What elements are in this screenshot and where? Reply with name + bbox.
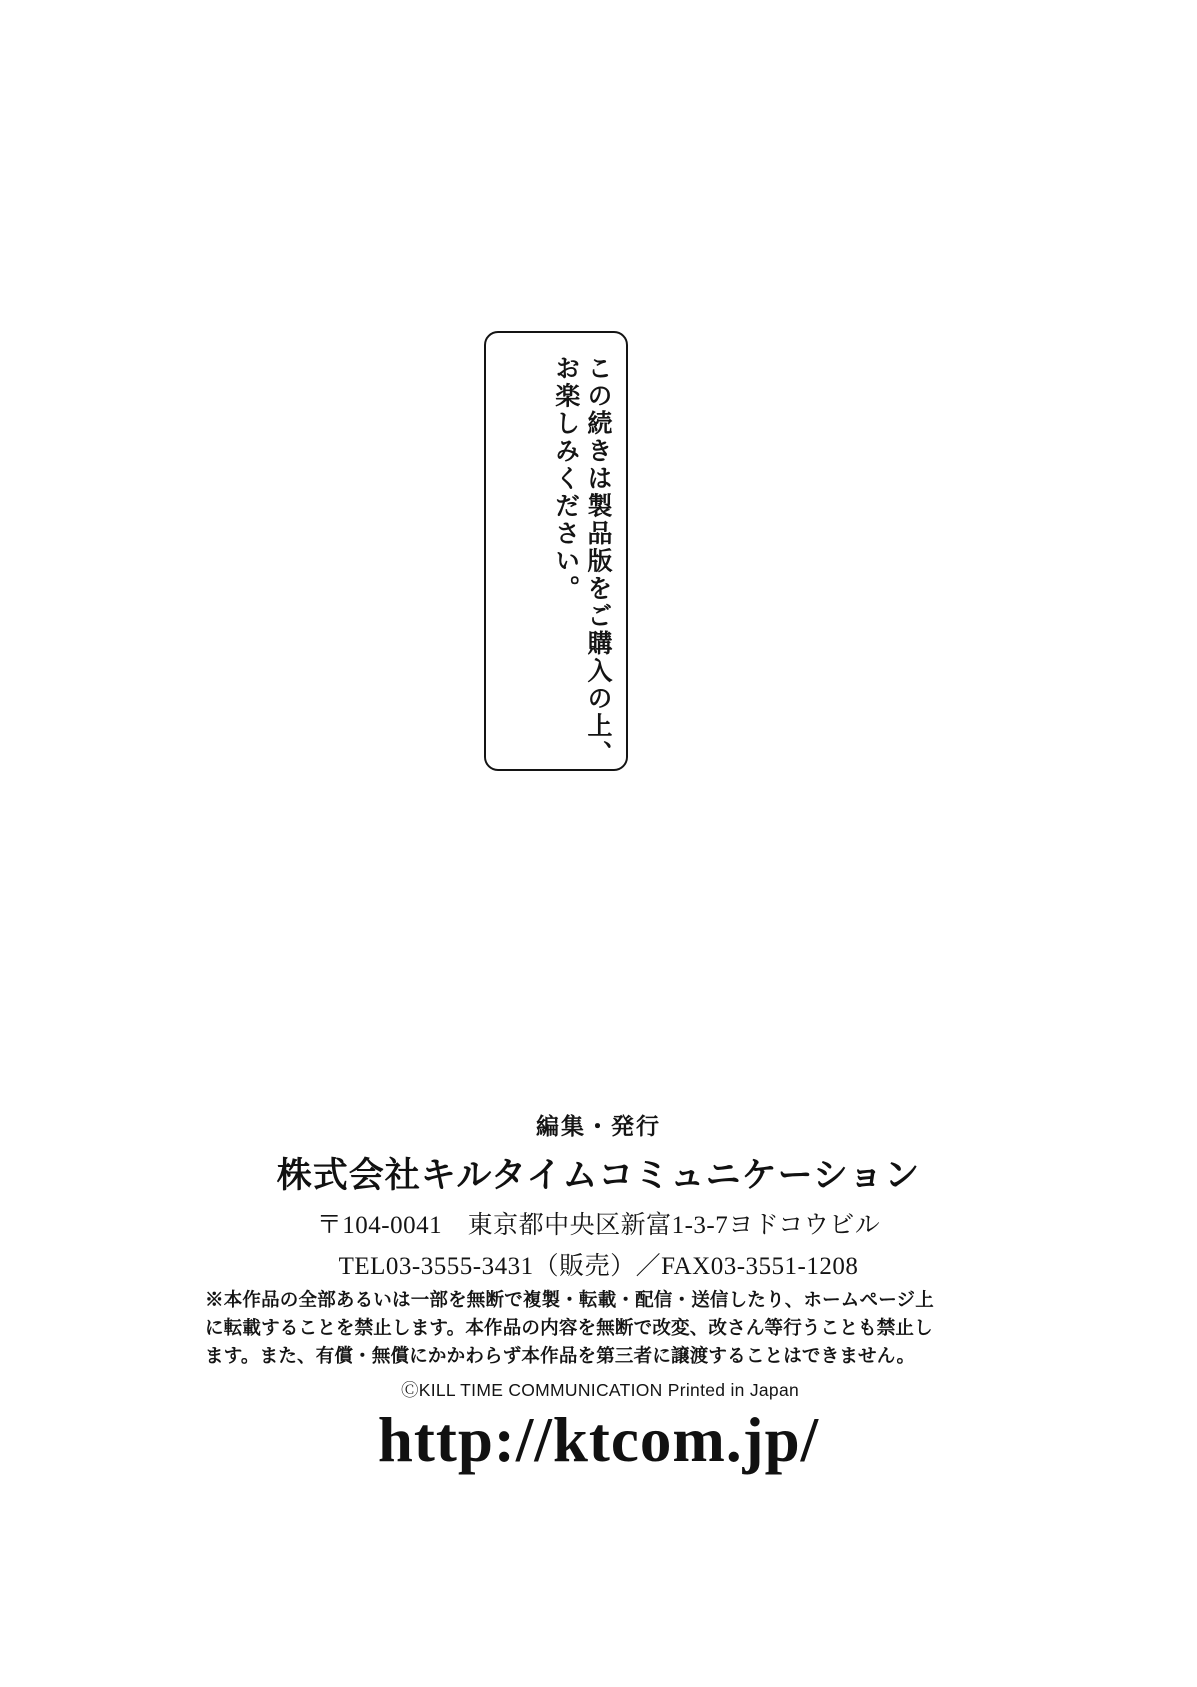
notice-line-1: この続きは製品版をご購入の上、 [584,355,611,768]
copyright-line: ⒸKILL TIME COMMUNICATION Printed in Japan [400,1380,800,1401]
legal-line-2: に転載することを禁止します。本作品の内容を無断で改変、改さん等行うことも禁止し [205,1319,933,1340]
product-version-notice-box [484,331,628,771]
legal-notice [205,1287,995,1402]
company-contact: TEL03-3555-3431（販売）／FAX03-3551-1208 [338,1253,859,1280]
company-name: 株式会社キルタイムコミュニケーション [276,1156,921,1195]
notice-line-2: お楽しみください。 [551,355,579,603]
company-address: 〒104-0041 東京都中央区新富1-3-7ヨドコウビル [316,1212,881,1239]
legal-line-3: ます。また、有償・無償にかかわらず本作品を第三者に譲渡することはできません。 [205,1347,916,1368]
website-url[interactable]: http://ktcom.jp/ [377,1405,820,1475]
legal-line-1: ※本作品の全部あるいは一部を無断で複製・転載・配信・送信したり、ホームページ上 [205,1291,934,1311]
publisher-info [0,1108,1197,1282]
editor-label: 編集・発行 [536,1114,661,1139]
